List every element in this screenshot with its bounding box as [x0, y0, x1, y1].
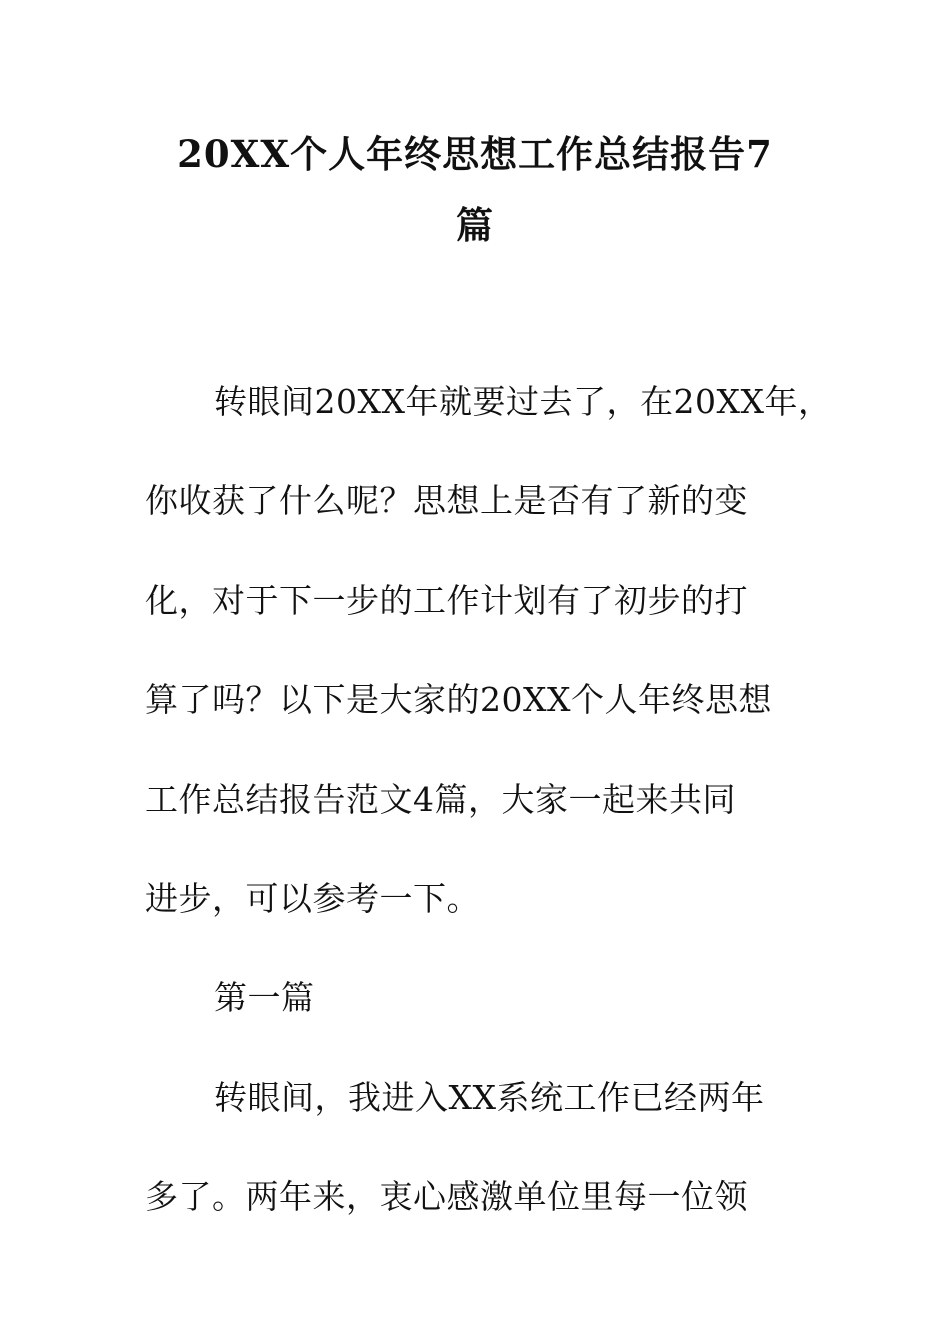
paragraph-line-8: 多了。两年来，衷心感激单位里每一位领	[145, 1177, 748, 1216]
paragraph-line-1: 转眼间20XX年就要过去了，在20XX年，	[214, 382, 832, 421]
paragraph-line-4: 算了吗？以下是大家的20XX个人年终思想	[145, 680, 772, 719]
paragraph-line-3: 化，对于下一步的工作计划有了初步的打	[145, 581, 748, 620]
document-title-line-2: 篇	[456, 203, 494, 247]
paragraph-line-5: 工作总结报告范文4篇，大家一起来共同	[145, 780, 736, 819]
document-title-line-1: 20XX个人年终思想工作总结报告7	[177, 132, 773, 176]
paragraph-line-7: 转眼间，我进入XX系统工作已经两年	[214, 1078, 765, 1117]
section-heading-first: 第一篇	[214, 978, 315, 1017]
paragraph-line-6: 进步，可以参考一下。	[145, 879, 480, 918]
paragraph-line-2: 你收获了什么呢？思想上是否有了新的变	[145, 481, 748, 520]
